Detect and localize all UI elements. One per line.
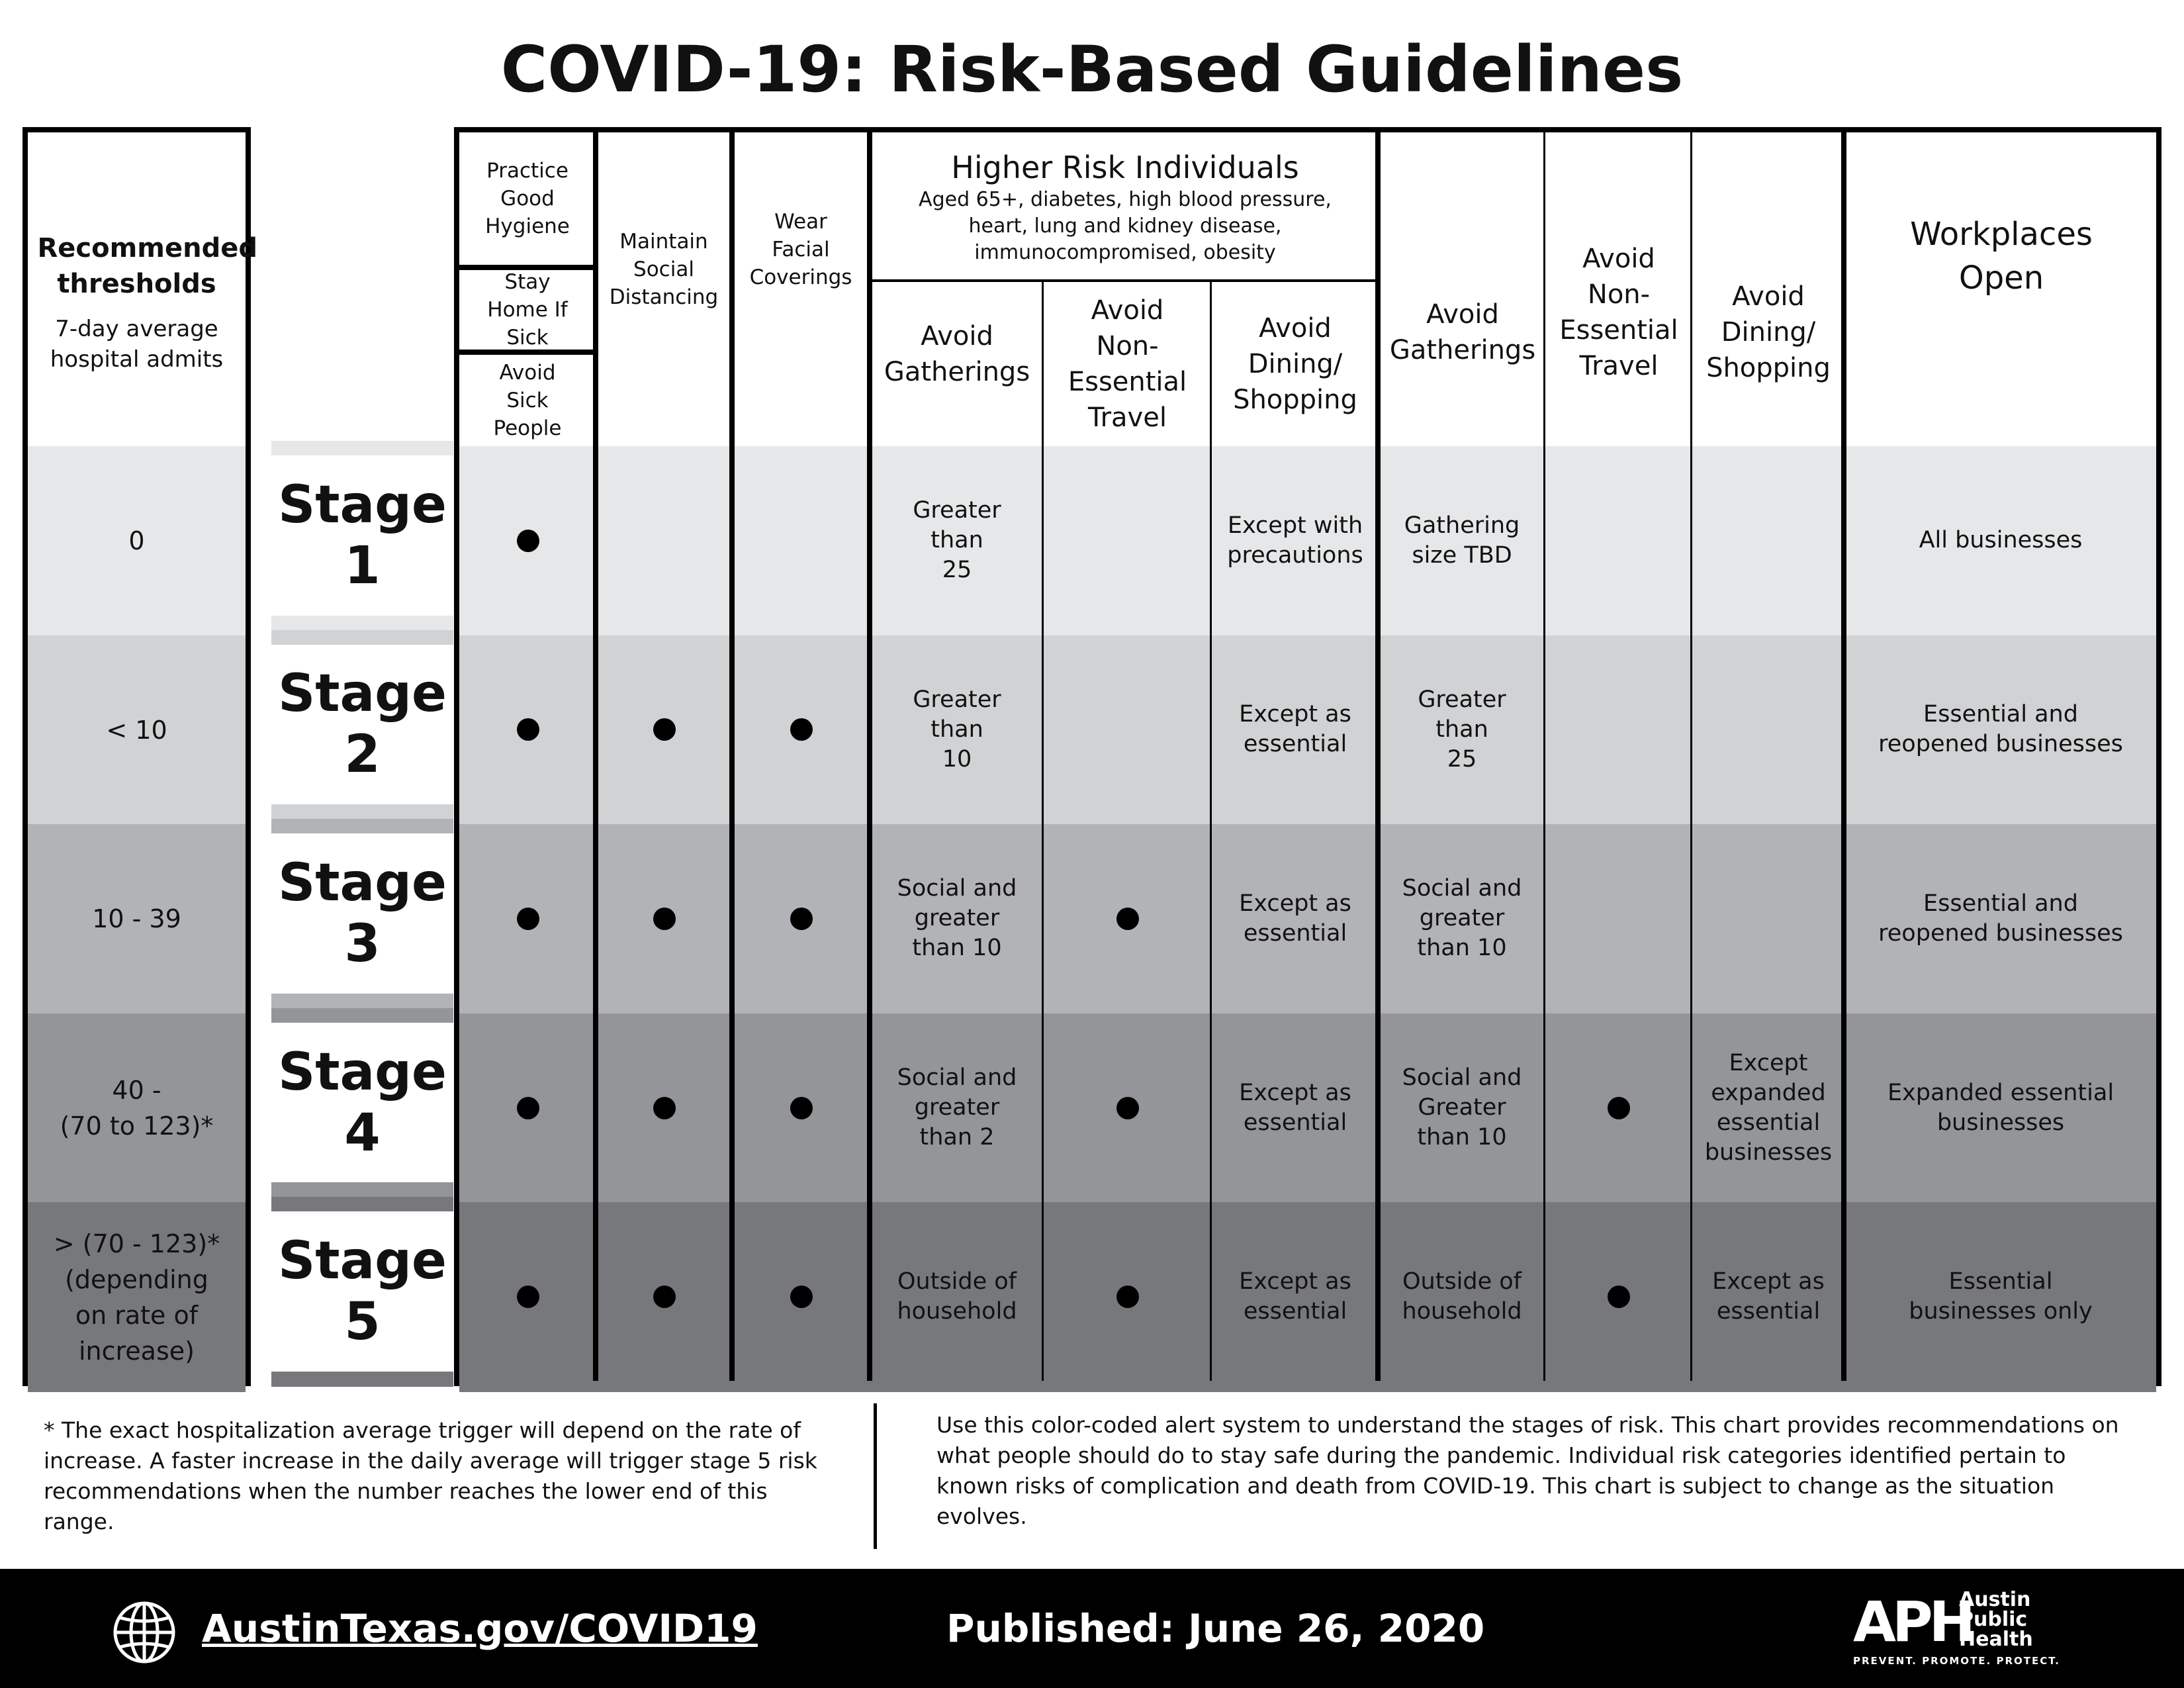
cell-text: Except as essential xyxy=(1239,1268,1351,1325)
cell-workplaces xyxy=(1848,446,2154,635)
column-divider xyxy=(729,132,735,1381)
cell-travel xyxy=(1549,446,1689,635)
recommended-dot xyxy=(653,908,676,930)
threshold-row-3 xyxy=(28,824,246,1014)
cell-hr-dining xyxy=(1215,1202,1375,1391)
stage-number: 3 xyxy=(344,914,381,974)
stage-card-1 xyxy=(271,446,453,625)
cell-hygiene xyxy=(463,1202,593,1391)
header-hr-gatherings xyxy=(872,282,1042,446)
cell-text: Greater than 25 xyxy=(913,497,1001,584)
stage-word: Stage xyxy=(278,664,447,724)
cell-text: Except as essential xyxy=(1239,890,1351,947)
recommended-dot xyxy=(653,1286,676,1308)
website-link[interactable]: AustinTexas.gov/COVID19 xyxy=(202,1606,758,1651)
header-hygiene-text: Practice Good Hygiene xyxy=(485,159,570,238)
cell-text: Greater than 25 xyxy=(1418,686,1506,773)
threshold-value: > (70 - 123)* (depending on rate of increase) xyxy=(53,1229,220,1366)
recommended-dot xyxy=(790,908,813,930)
cell-text: Except with precautions xyxy=(1227,512,1363,569)
cell-gatherings xyxy=(1382,446,1542,635)
cell-dining xyxy=(1696,446,1841,635)
cell-text: Social and greater than 10 xyxy=(897,875,1017,962)
cell-dining xyxy=(1696,635,1841,825)
cell-text: Expanded essential businesses xyxy=(1887,1079,2115,1136)
recommended-dot xyxy=(653,1097,676,1119)
cell-dining xyxy=(1696,1202,1841,1391)
thresholds-heading: Recommended thresholds xyxy=(37,233,257,299)
cell-hr-dining xyxy=(1215,446,1375,635)
header-avoid-sick xyxy=(462,355,593,446)
cell-coverings xyxy=(736,824,867,1013)
cell-hr-gatherings xyxy=(874,1013,1040,1203)
cell-hr-travel xyxy=(1047,635,1208,825)
recommended-dot xyxy=(790,1286,813,1308)
logo-name: Austin Public Health xyxy=(1959,1588,2033,1651)
stage-label xyxy=(271,1023,453,1183)
cell-text: Greater than 10 xyxy=(913,686,1001,773)
header-dining-text: Avoid Dining/ Shopping xyxy=(1706,281,1831,383)
cell-text: Except as essential xyxy=(1712,1268,1825,1325)
cell-gatherings xyxy=(1382,1202,1542,1391)
recommended-dot xyxy=(517,530,539,552)
recommended-dot xyxy=(653,718,676,741)
published-date: Published: June 26, 2020 xyxy=(946,1606,1485,1651)
cell-text: Essential and reopened businesses xyxy=(1878,701,2123,758)
cell-hr-dining xyxy=(1215,635,1375,825)
thresholds-column xyxy=(23,127,257,1386)
threshold-row-5 xyxy=(28,1202,246,1392)
recommended-dot xyxy=(1116,1097,1139,1119)
header-travel xyxy=(1546,132,1692,446)
guidelines-grid xyxy=(454,127,2161,1386)
cell-travel xyxy=(1549,1013,1689,1203)
cell-text: Essential and reopened businesses xyxy=(1878,890,2123,947)
higher-risk-description: Aged 65+, diabetes, high blood pressure, heart, lung and kidney disease, immunocompromised, obesity xyxy=(919,188,1332,264)
header-hygiene xyxy=(462,132,593,265)
thresholds-header xyxy=(28,132,257,446)
cell-workplaces xyxy=(1848,1013,2154,1203)
logo-mark: APH xyxy=(1853,1589,1972,1654)
cell-hr-dining xyxy=(1215,1013,1375,1203)
threshold-row-2 xyxy=(28,635,246,825)
logo-tagline: PREVENT. PROMOTE. PROTECT. xyxy=(1853,1655,2060,1667)
cell-gatherings xyxy=(1382,635,1542,825)
header-social-distancing-text: Maintain Social Distancing xyxy=(609,230,719,309)
stage-label xyxy=(271,455,453,616)
recommended-dot xyxy=(517,1286,539,1308)
stage-card-2 xyxy=(271,635,453,814)
cell-hr-travel xyxy=(1047,446,1208,635)
stage-card-4 xyxy=(271,1013,453,1192)
cell-workplaces xyxy=(1848,635,2154,825)
cell-text: Except as essential xyxy=(1239,701,1351,758)
thresholds-subheading: 7-day average hospital admits xyxy=(50,316,224,373)
cell-hygiene xyxy=(463,824,593,1013)
header-workplaces xyxy=(1846,132,2156,446)
stage-label xyxy=(271,645,453,805)
column-divider xyxy=(867,132,872,1381)
aph-logo xyxy=(1853,1589,2078,1668)
stage-word: Stage xyxy=(278,1042,447,1102)
recommended-dot xyxy=(517,908,539,930)
recommended-dot xyxy=(1608,1286,1630,1308)
stage-card-5 xyxy=(271,1202,453,1381)
header-face-coverings xyxy=(735,132,867,446)
cell-distancing xyxy=(600,824,729,1013)
header-higher-risk xyxy=(872,132,1378,279)
header-hr-travel xyxy=(1044,282,1211,446)
cell-workplaces xyxy=(1848,824,2154,1013)
cell-text: Except as essential xyxy=(1239,1079,1351,1136)
stage-card-3 xyxy=(271,824,453,1003)
threshold-row-4 xyxy=(28,1013,246,1203)
bottom-bar xyxy=(0,1569,2184,1688)
cell-text: Except expanded essential businesses xyxy=(1704,1049,1833,1166)
cell-text: Outside of household xyxy=(897,1268,1017,1325)
cell-coverings xyxy=(736,635,867,825)
cell-hr-gatherings xyxy=(874,824,1040,1013)
cell-hr-gatherings xyxy=(874,446,1040,635)
cell-text: Outside of household xyxy=(1402,1268,1522,1325)
cell-text: Social and Greater than 10 xyxy=(1402,1064,1522,1151)
header-stay-home xyxy=(462,270,593,350)
cell-dining xyxy=(1696,824,1841,1013)
cell-text: Social and greater than 2 xyxy=(897,1064,1017,1151)
cell-travel xyxy=(1549,824,1689,1013)
header-face-coverings-text: Wear Facial Coverings xyxy=(749,210,852,289)
threshold-value: 40 - (70 to 123)* xyxy=(60,1076,214,1141)
header-stay-home-text: Stay Home If Sick xyxy=(487,270,568,350)
cell-dining xyxy=(1696,1013,1841,1203)
stage-number: 1 xyxy=(344,536,381,596)
stage-word: Stage xyxy=(278,853,447,913)
cell-distancing xyxy=(600,1013,729,1203)
cell-hr-travel xyxy=(1047,1202,1208,1391)
cell-hr-travel xyxy=(1047,824,1208,1013)
header-dining xyxy=(1693,132,1844,446)
stage-number: 2 xyxy=(344,725,381,785)
recommended-dot xyxy=(790,1097,813,1119)
footer-divider xyxy=(874,1403,877,1549)
header-hr-travel-text: Avoid Non-Essential Travel xyxy=(1068,295,1187,433)
cell-hygiene xyxy=(463,635,593,825)
cell-distancing xyxy=(600,446,729,635)
globe-icon xyxy=(113,1601,176,1664)
stage-word: Stage xyxy=(278,1231,447,1291)
cell-travel xyxy=(1549,1202,1689,1391)
recommended-dot xyxy=(1116,908,1139,930)
cell-gatherings xyxy=(1382,1013,1542,1203)
header-avoid-sick-text: Avoid Sick People xyxy=(493,361,562,440)
footnote: * The exact hospitalization average trigger will depend on the rate of increase. A faster increase in the daily average will trigger stage 5 risk recommendations when the number reaches the lower end of this range. xyxy=(44,1417,817,1534)
cell-text: All businesses xyxy=(1919,527,2083,554)
cell-coverings xyxy=(736,1202,867,1391)
recommended-dot xyxy=(517,718,539,741)
cell-hr-gatherings xyxy=(874,635,1040,825)
cell-hr-travel xyxy=(1047,1013,1208,1203)
cell-coverings xyxy=(736,1013,867,1203)
recommended-dot xyxy=(1116,1286,1139,1308)
threshold-value: < 10 xyxy=(106,715,167,745)
higher-risk-title: Higher Risk Individuals xyxy=(951,150,1299,185)
stage-word: Stage xyxy=(278,475,447,535)
cell-hr-gatherings xyxy=(874,1202,1040,1391)
cell-hygiene xyxy=(463,1013,593,1203)
cell-distancing xyxy=(600,635,729,825)
recommended-dot xyxy=(790,718,813,741)
header-gatherings-text: Avoid Gatherings xyxy=(1389,299,1536,365)
cell-workplaces xyxy=(1848,1202,2154,1391)
cell-hr-dining xyxy=(1215,824,1375,1013)
stage-number: 4 xyxy=(344,1103,381,1163)
recommended-dot xyxy=(517,1097,539,1119)
recommended-dot xyxy=(1608,1097,1630,1119)
stage-label xyxy=(271,833,453,994)
page-title: COVID-19: Risk-Based Guidelines xyxy=(500,32,1684,107)
cell-coverings xyxy=(736,446,867,635)
cell-distancing xyxy=(600,1202,729,1391)
cell-text: Gathering size TBD xyxy=(1404,512,1520,569)
header-hr-gatherings-text: Avoid Gatherings xyxy=(884,321,1030,387)
description: Use this color-coded alert system to understand the stages of risk. This chart provides recommendations on what people should do to stay safe during the pandemic. Individual risk categories identified pertain to known risks of complication and death from COVID-19. This chart is subject to change as the situation evolves. xyxy=(936,1412,2119,1529)
header-travel-text: Avoid Non-Essential Travel xyxy=(1559,244,1678,381)
threshold-value: 10 - 39 xyxy=(92,904,181,934)
cell-hygiene xyxy=(463,446,593,635)
cell-text: Social and greater than 10 xyxy=(1402,875,1522,962)
column-divider xyxy=(593,132,598,1381)
threshold-row-1 xyxy=(28,446,246,636)
header-social-distancing xyxy=(598,132,729,446)
header-gatherings xyxy=(1381,132,1545,446)
stage-label xyxy=(271,1211,453,1372)
cell-gatherings xyxy=(1382,824,1542,1013)
threshold-value: 0 xyxy=(128,526,145,556)
header-hr-dining-text: Avoid Dining/ Shopping xyxy=(1233,313,1357,415)
stage-number: 5 xyxy=(344,1292,381,1352)
header-hr-dining xyxy=(1212,282,1378,446)
header-workplaces-text: Workplaces Open xyxy=(1910,216,2093,297)
cell-travel xyxy=(1549,635,1689,825)
cell-text: Essential businesses only xyxy=(1909,1268,2093,1325)
